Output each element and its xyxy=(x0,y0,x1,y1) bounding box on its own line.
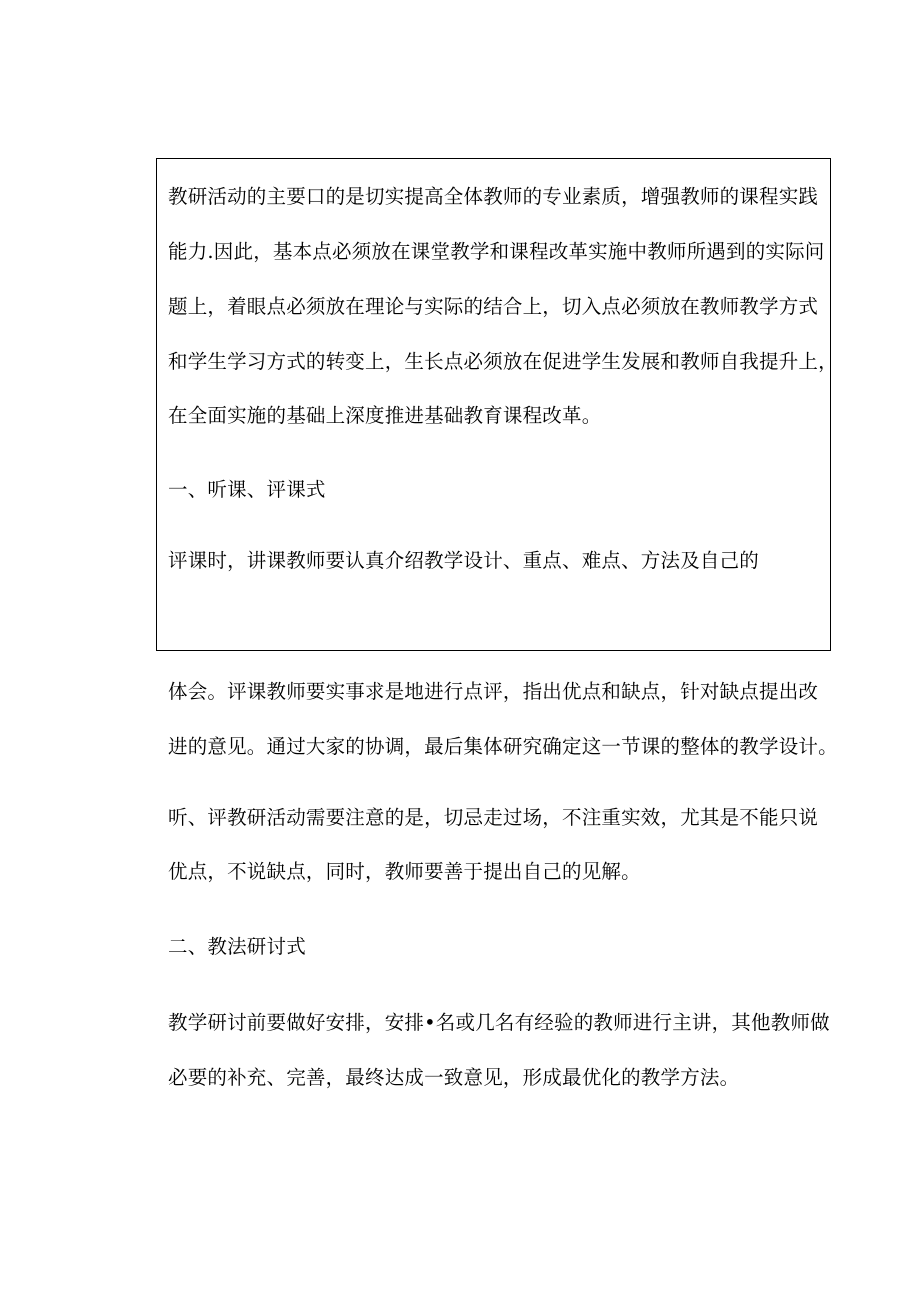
section-heading-2: 二、教法研讨式 xyxy=(168,935,306,958)
box-paragraph-line-4: 和学生学习方式的转变上，生长点必须放在促进学生发展和教师自我提升上， xyxy=(168,350,838,373)
paragraph-2-line-2: 优点，不说缺点，同时，教师要善于提出自己的见解。 xyxy=(168,860,641,883)
paragraph-3-line-1: 教学研讨前要做好安排，安排•名或几名有经验的教师进行主讲，其他教师做 xyxy=(168,1011,830,1034)
paragraph-3-line-2: 必要的补充、完善，最终达成一致意见，形成最优化的教学方法。 xyxy=(168,1066,740,1089)
paragraph-1-line-1: 体会。评课教师要实事求是地进行点评，指出优点和缺点，针对缺点提出改 xyxy=(168,680,819,703)
box-paragraph-line-1: 教研活动的主要口的是切实提高全体教师的专业素质，增强教师的课程实践 xyxy=(168,185,819,208)
paragraph-1-line-2: 进的意见。通过大家的协调，最后集体研究确定这一节课的整体的教学设计。 xyxy=(168,735,838,758)
box-paragraph-line-2: 能力.因此，基本点必须放在课堂教学和课程改革实施中教师所遇到的实际问 xyxy=(168,240,825,263)
section-heading-1: 一、听课、评课式 xyxy=(168,478,326,501)
box-paragraph-line-5: 在全面实施的基础上深度推进基础教育课程改革。 xyxy=(168,404,602,427)
box-paragraph-line-3: 题上，着眼点必须放在理论与实际的结合上，切入点必须放在教师教学方式 xyxy=(168,295,819,318)
box-paragraph-start: 评课时，讲课教师要认真介绍教学设计、重点、难点、方法及自己的 xyxy=(168,549,760,572)
paragraph-2-line-1: 听、评教研活动需要注意的是，切忌走过场，不注重实效，尤其是不能只说 xyxy=(168,806,819,829)
